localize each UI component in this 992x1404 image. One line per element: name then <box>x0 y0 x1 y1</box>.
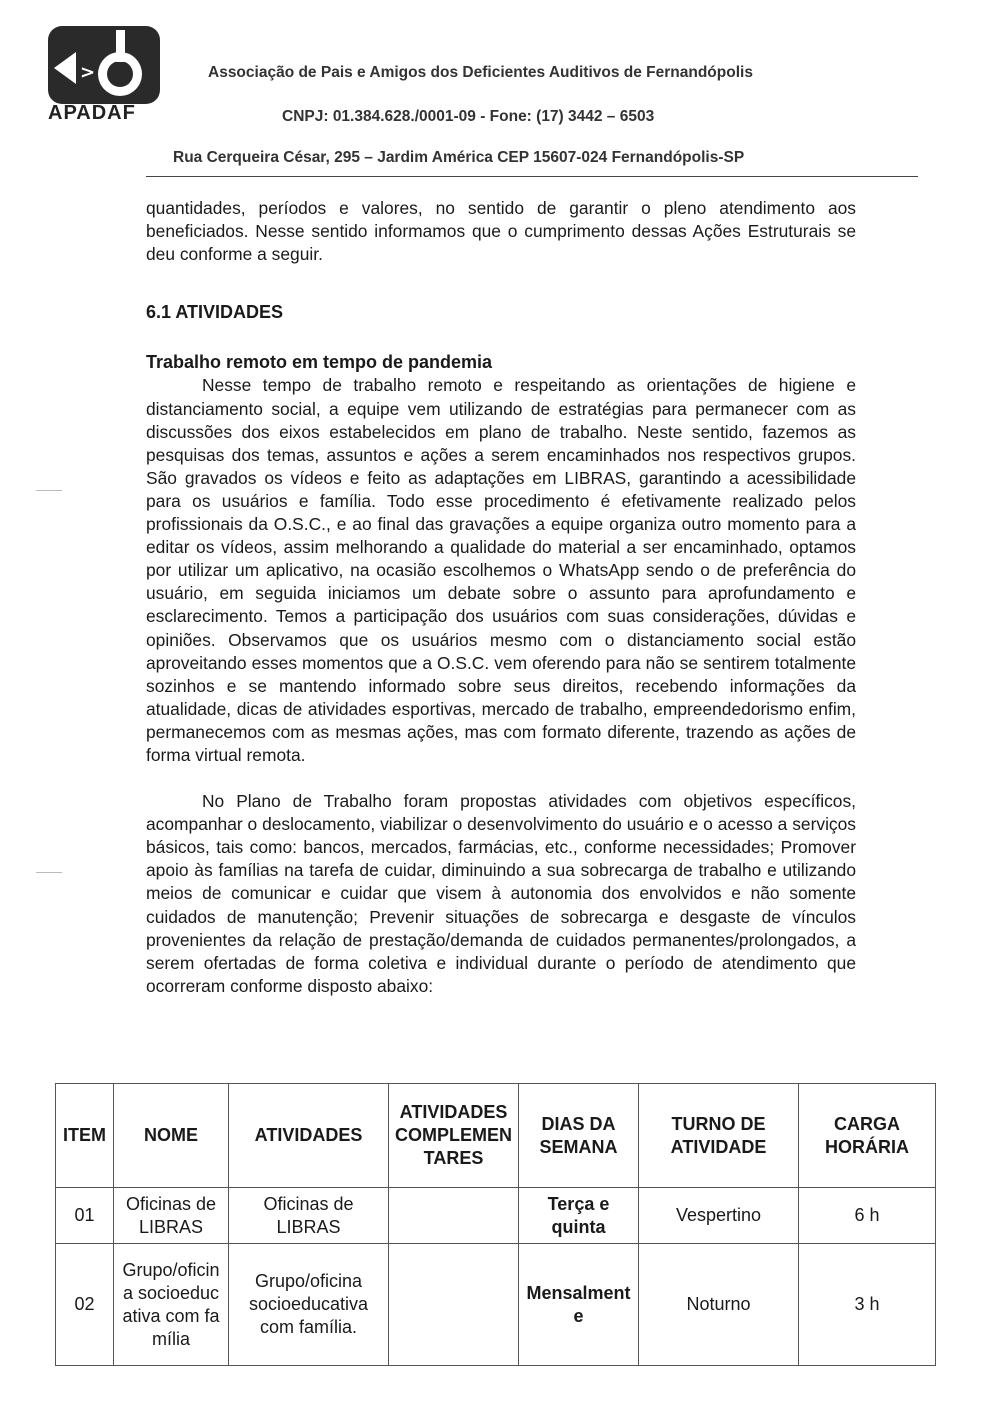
cell-turno: Vespertino <box>639 1188 799 1244</box>
cnpj-phone: CNPJ: 01.384.628./0001-09 - Fone: (17) 3442 – 6503 <box>282 108 655 125</box>
cell-carga: 3 h <box>799 1244 936 1366</box>
logo-text: APADAF <box>48 102 136 124</box>
cell-item: 02 <box>56 1244 114 1366</box>
header-divider <box>146 176 918 177</box>
cell-atividades: Grupo/oficina socioeducativa com família. <box>229 1244 389 1366</box>
cell-atividades: Oficinas de LIBRAS <box>229 1188 389 1244</box>
header-dias-semana: DIAS DA SEMANA <box>519 1084 639 1188</box>
section-title: 6.1 ATIVIDADES <box>146 302 284 323</box>
cell-nome: Grupo/oficina socioeducativa com família <box>114 1244 229 1366</box>
cell-turno: Noturno <box>639 1244 799 1366</box>
header-carga-horaria: CARGA HORÁRIA <box>799 1084 936 1188</box>
table-row <box>56 1244 936 1366</box>
header-atividades-complementares <box>389 1084 519 1188</box>
table-header-row <box>56 1084 936 1188</box>
cell-complementares <box>389 1244 519 1366</box>
document-body <box>146 197 856 998</box>
activities-table <box>55 1083 936 1366</box>
margin-mark <box>36 872 62 873</box>
letterhead <box>0 0 992 180</box>
cell-carga: 6 h <box>799 1188 936 1244</box>
header-nome: NOME <box>114 1084 229 1188</box>
subsection-title: Trabalho remoto em tempo de pandemia <box>146 352 493 373</box>
organization-name: Associação de Pais e Amigos dos Deficientes Auditivos de Fernandópolis <box>208 64 753 81</box>
intro-paragraph: quantidades, períodos e valores, no sentido de garantir o pleno atendimento aos beneficiados. Nesse sentido informamos que o cumprimento dessas Ações Estruturais se deu conforme a seguir. <box>146 198 856 265</box>
header-turno: TURNO DE ATIVIDADE <box>639 1084 799 1188</box>
cell-dias: Mensalmente <box>519 1244 639 1366</box>
cell-nome: Oficinas de LIBRAS <box>114 1188 229 1244</box>
margin-mark <box>36 490 62 491</box>
address: Rua Cerqueira César, 295 – Jardim América CEP 15607-024 Fernandópolis-SP <box>173 149 745 166</box>
paragraph-remote-work: Nesse tempo de trabalho remoto e respeitando as orientações de higiene e distanciamento social, a equipe vem utilizando de estratégias para permanecer com as discussões dos eixos estabelecidos em plano de trabalho. Neste sentido, fazemos as pesquisas dos temas, assuntos e ações a serem encaminhados nos respectivos grupos. São gravados os vídeos e feito as adaptações em LIBRAS, garantindo a acessibilidade para os usuários e família. Todo esse procedimento é efetivamente realizado pelos profissionais da O.S.C., e ao final das gravações a equipe organiza outro momento para a editar os vídeos, assim melhorando a qualidade do material a ser encaminhado, optamos por utilizar um aplicativo, na ocasião escolhemos o WhatsApp sendo o de preferência do usuário, em seguida iniciamos um debate sobre o assunto para aprofundamento e esclarecimento. Temos a participação dos usuários com suas considerações, dúvidas e opiniões. Observamos que os usuários mesmo com o distanciamento social estão aproveitando esses momentos que a O.S.C. vem oferendo para não se sentirem totalmente sozinhos e se mantendo informado sobre seus direitos, recebendo informações da atualidade, dicas de atividades esportivas, mercado de trabalho, empreendedorismo enfim, permanecemos com as mesmas ações, mas com formato diferente, trazendo as ações de forma virtual remota. <box>146 375 856 765</box>
svg-text:>: > <box>80 62 96 83</box>
cell-item: 01 <box>56 1188 114 1244</box>
header-atividades: ATIVIDADES <box>229 1084 389 1188</box>
table-row <box>56 1188 936 1244</box>
cell-dias: Terça e quinta <box>519 1188 639 1244</box>
header-item: ITEM <box>56 1084 114 1188</box>
header-complementares-text: ATIVIDADES COMPLEMENTARES <box>395 1102 512 1168</box>
cell-complementares <box>389 1188 519 1244</box>
paragraph-work-plan: No Plano de Trabalho foram propostas atividades com objetivos específicos, acompanhar o deslocamento, viabilizar o desenvolvimento do usuário e o acesso a serviços básicos, tais como: bancos, mercados, farmácias, etc., conforme necessidades; Promover apoio às famílias na tarefa de cuidar, diminuindo a sua sobrecarga de trabalho e utilizando meios de comunicar e cuidar que visem à autonomia dos envolvidos e não somente cuidados de manutenção; Prevenir situações de sobrecarga e desgaste de vínculos provenientes da relação de prestação/demanda de cuidados permanentes/prolongados, a serem ofertadas de forma coletiva e individual durante o período de atendimento que ocorreram conforme disposto abaixo: <box>146 791 856 996</box>
